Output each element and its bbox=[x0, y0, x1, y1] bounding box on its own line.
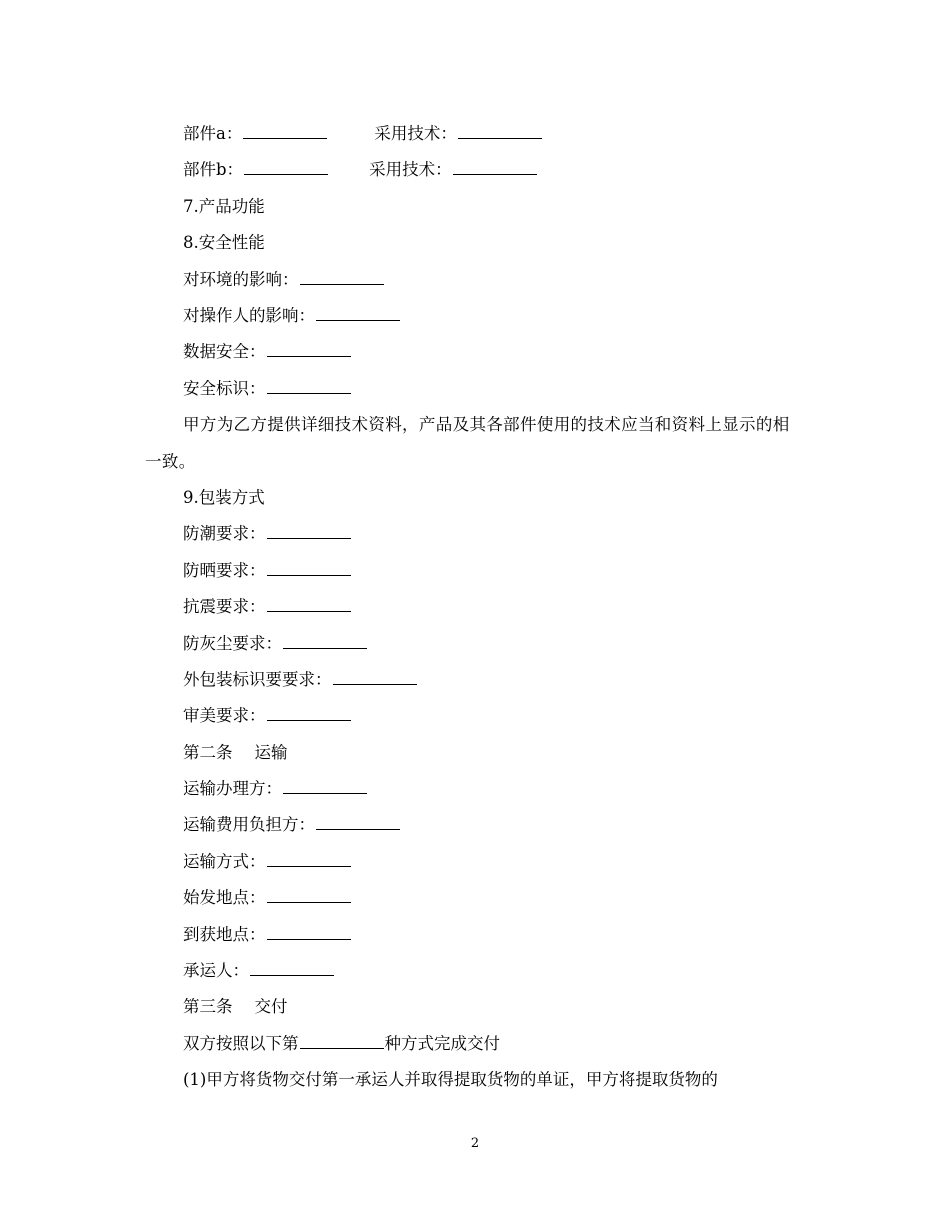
transport-cost-blank bbox=[316, 828, 400, 830]
transport-mode-blank bbox=[267, 865, 351, 867]
sun-row bbox=[145, 553, 805, 589]
part-a-row bbox=[145, 116, 805, 152]
destination-row bbox=[145, 917, 805, 953]
safety-mark-label: 安全标识： bbox=[183, 378, 266, 398]
article-2-title: 运输 bbox=[254, 742, 288, 762]
transport-handler-row bbox=[145, 771, 805, 807]
part-a-label: 部件a： bbox=[183, 124, 243, 143]
dust-blank bbox=[283, 647, 367, 649]
env-impact-blank bbox=[300, 283, 384, 285]
shock-row bbox=[145, 589, 805, 625]
article-2-number: 第二条 bbox=[183, 742, 233, 762]
transport-handler-blank bbox=[283, 792, 367, 794]
destination-label: 到获地点： bbox=[183, 924, 266, 944]
dust-label: 防灰尘要求： bbox=[183, 633, 282, 653]
article-3-heading bbox=[145, 989, 805, 1025]
transport-mode-row bbox=[145, 844, 805, 880]
origin-label: 始发地点： bbox=[183, 888, 266, 908]
part-a-tech-label: 采用技术： bbox=[374, 124, 457, 143]
dust-row bbox=[145, 626, 805, 662]
document-body bbox=[145, 116, 805, 1099]
delivery-prefix: 双方按照以下第 bbox=[183, 1033, 299, 1053]
carrier-label: 承运人： bbox=[183, 961, 249, 981]
transport-cost-label: 运输费用负担方： bbox=[183, 815, 315, 835]
delivery-item-1: (1)甲方将货物交付第一承运人并取得提取货物的单证，甲方将提取货物的 bbox=[183, 1070, 718, 1090]
env-impact-row bbox=[145, 262, 805, 298]
part-a-blank bbox=[243, 137, 327, 139]
safety-mark-blank bbox=[267, 392, 351, 394]
aesthetic-row bbox=[145, 698, 805, 734]
delivery-method-row bbox=[145, 1026, 805, 1062]
operator-impact-row bbox=[145, 298, 805, 334]
page-number: 2 bbox=[470, 1136, 480, 1151]
data-security-row bbox=[145, 334, 805, 370]
moisture-label: 防潮要求： bbox=[183, 524, 266, 544]
outer-mark-blank bbox=[333, 683, 417, 685]
carrier-row bbox=[145, 953, 805, 989]
shock-label: 抗震要求： bbox=[183, 597, 266, 617]
transport-handler-label: 运输办理方： bbox=[183, 779, 282, 799]
article-2-heading bbox=[145, 735, 805, 771]
carrier-blank bbox=[250, 974, 334, 976]
safety-mark-row bbox=[145, 371, 805, 407]
part-b-blank bbox=[244, 173, 328, 175]
outer-mark-label: 外包装标识要要求： bbox=[183, 669, 332, 689]
delivery-method-blank bbox=[300, 1047, 384, 1049]
data-security-blank bbox=[267, 355, 351, 357]
operator-impact-blank bbox=[316, 319, 400, 321]
moisture-blank bbox=[267, 537, 351, 539]
part-b-row bbox=[145, 152, 805, 188]
env-impact-label: 对环境的影响： bbox=[183, 269, 299, 289]
item-9-heading: 9.包装方式 bbox=[183, 487, 265, 507]
article-3-number: 第三条 bbox=[183, 997, 233, 1017]
outer-mark-row bbox=[145, 662, 805, 698]
moisture-row bbox=[145, 516, 805, 552]
shock-blank bbox=[267, 610, 351, 612]
part-b-label: 部件b： bbox=[183, 160, 244, 180]
transport-cost-row bbox=[145, 807, 805, 843]
delivery-suffix: 种方式完成交付 bbox=[384, 1033, 500, 1053]
item-7-heading: 7.产品功能 bbox=[183, 196, 265, 216]
aesthetic-label: 审美要求： bbox=[183, 706, 266, 726]
article-3-title: 交付 bbox=[254, 997, 288, 1017]
data-security-label: 数据安全： bbox=[183, 342, 266, 362]
tech-info-paragraph: 甲方为乙方提供详细技术资料，产品及其各部件使用的技术应当和资料上显示的相一致。 bbox=[145, 415, 790, 471]
transport-mode-label: 运输方式： bbox=[183, 851, 266, 871]
operator-impact-label: 对操作人的影响： bbox=[183, 305, 315, 325]
sun-blank bbox=[267, 574, 351, 576]
part-b-tech-label: 采用技术： bbox=[369, 160, 452, 180]
part-a-tech-blank bbox=[458, 137, 542, 139]
item-8-heading: 8.安全性能 bbox=[183, 233, 265, 253]
destination-blank bbox=[267, 938, 351, 940]
sun-label: 防晒要求： bbox=[183, 560, 266, 580]
part-b-tech-blank bbox=[453, 173, 537, 175]
origin-row bbox=[145, 880, 805, 916]
aesthetic-blank bbox=[267, 719, 351, 721]
origin-blank bbox=[267, 901, 351, 903]
